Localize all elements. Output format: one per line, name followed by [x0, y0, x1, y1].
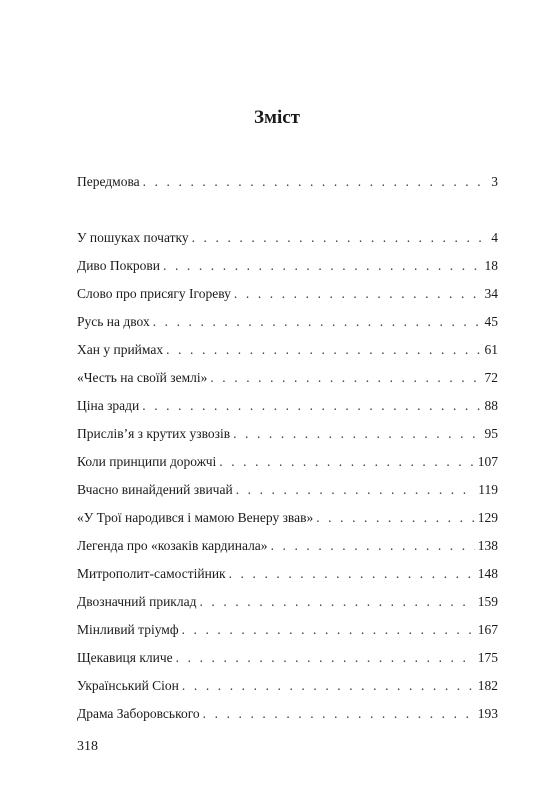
toc-entry-page: 95 [484, 426, 498, 441]
toc-entry-page: 159 [477, 594, 498, 609]
toc-entry [77, 452, 498, 472]
toc-entry-title: Диво Покрови [77, 258, 160, 273]
toc-entry-title: «Честь на своїй землі» [77, 370, 208, 385]
toc-entry-page: 182 [477, 678, 498, 693]
toc-entry-page: 4 [491, 230, 498, 245]
dot-leader [316, 508, 475, 528]
toc-entry [77, 592, 498, 612]
dot-leader [199, 592, 474, 612]
toc-entry-page: 34 [484, 286, 498, 301]
toc-entry-page: 88 [484, 398, 498, 413]
dot-leader [166, 340, 481, 360]
toc-entry [77, 536, 498, 556]
toc-entry-title: Український Сіон [77, 678, 179, 693]
toc-entry-title: Митрополит-самостійник [77, 566, 226, 581]
toc-entry [77, 228, 498, 248]
toc-entry-title: Хан у приймах [77, 342, 164, 357]
toc-entry-page: 138 [477, 538, 498, 553]
toc-entry-page: 72 [484, 370, 498, 385]
dot-leader [203, 704, 475, 724]
toc-entry-title: Слово про присягу Ігореву [77, 286, 231, 301]
toc-entry-page: 119 [478, 482, 498, 497]
toc-entry-title: Щекавиця кличе [77, 650, 173, 665]
toc-entry [77, 704, 498, 724]
page-number: 318 [77, 739, 98, 754]
page-title: Зміст [253, 107, 300, 128]
toc-entry-title: Ціна зради [77, 398, 140, 413]
toc-entry [77, 368, 498, 388]
toc-entry [77, 256, 498, 276]
toc-entry [77, 620, 498, 640]
toc-entry-title: «У Трої народився і мамою Венеру звав» [77, 510, 314, 525]
toc-entry-page: 18 [484, 258, 498, 273]
toc-entry-page: 3 [491, 174, 498, 189]
toc-entry-page: 175 [477, 650, 498, 665]
dot-leader [236, 480, 476, 500]
dot-leader [176, 648, 475, 668]
dot-leader [142, 396, 481, 416]
toc-entry-page: 148 [477, 566, 498, 581]
toc-entry [77, 284, 498, 304]
dot-leader [182, 620, 475, 640]
toc-entry-page: 107 [477, 454, 498, 469]
dot-leader [192, 228, 489, 248]
toc-entry [77, 396, 498, 416]
dot-leader [271, 536, 475, 556]
toc-entry-title: Коли принципи дорожчі [77, 454, 217, 469]
toc-entry-page: 167 [477, 622, 498, 637]
toc-entry-title: Вчасно винайдений звичай [77, 482, 233, 497]
toc-entry [77, 676, 498, 696]
toc-entry-title: Двозначний приклад [77, 594, 197, 609]
toc-entry-title: Прислів’я з крутих узвозів [77, 426, 231, 441]
toc-entry [77, 508, 498, 528]
dot-leader [163, 256, 482, 276]
dot-leader [143, 172, 489, 192]
dot-leader [233, 424, 481, 444]
toc-entry [77, 424, 498, 444]
toc-entry-title: Драма Заборовського [77, 706, 200, 721]
toc-entry-title: Мінливий тріумф [77, 622, 179, 637]
toc-entry-title: Передмова [77, 174, 140, 189]
dot-leader [153, 312, 482, 332]
toc-entry-title: Русь на двох [77, 314, 150, 329]
toc-entry-title: У пошуках початку [77, 230, 189, 245]
toc-entry [77, 564, 498, 584]
toc-entry-page: 45 [484, 314, 498, 329]
toc-entry-page: 61 [484, 342, 498, 357]
dot-leader [229, 564, 475, 584]
dot-leader [219, 452, 474, 472]
toc-entry [77, 648, 498, 668]
toc-entry [77, 480, 498, 500]
toc-entry-title: Легенда про «козаків кардинала» [77, 538, 268, 553]
toc-entry-page: 129 [477, 510, 498, 525]
dot-leader [210, 368, 481, 388]
dot-leader [182, 676, 475, 696]
toc-entry-page: 193 [477, 706, 498, 721]
dot-leader [234, 284, 482, 304]
toc-entry [77, 340, 498, 360]
toc-entry [77, 312, 498, 332]
toc-entry [77, 172, 498, 192]
